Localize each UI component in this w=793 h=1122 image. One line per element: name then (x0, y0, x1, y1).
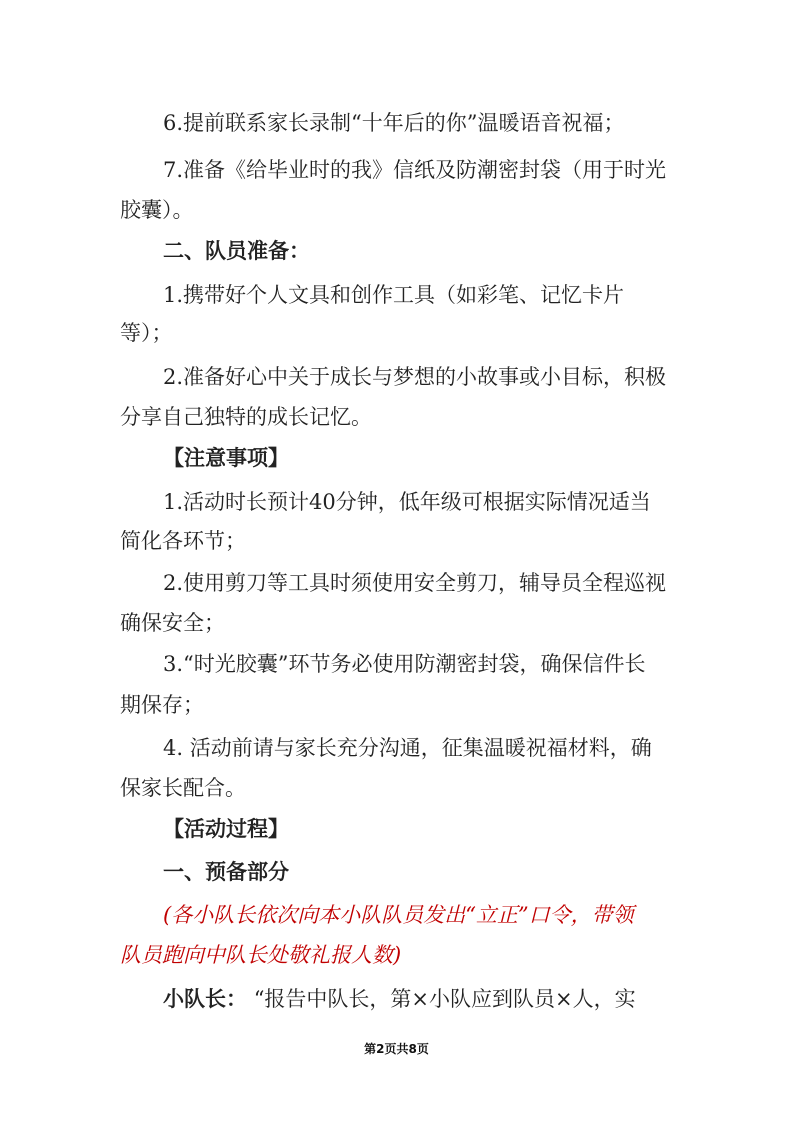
prep-item-7: 7.准备《给毕业时的我》信纸及防潮密封袋（用于时光 (163, 158, 667, 182)
section-heading-notes: 【注意事项】 (163, 446, 289, 470)
speaker-label: 小队长： (163, 987, 247, 1011)
member-item-1-cont: 等）； (120, 321, 173, 345)
speaker-quote: “报告中队长，第×小队应到队员×人，实 (253, 987, 636, 1011)
note-item-3: 3.“时光胶囊”环节务必使用防潮密封袋，确保信件长 (163, 652, 646, 676)
page-footer: 第2页共8页 (364, 1042, 429, 1056)
note-item-4-cont: 保家长配合。 (120, 776, 246, 800)
member-item-1: 1.携带好个人文具和创作工具（如彩笔、记忆卡片 (163, 283, 625, 307)
dialogue-line (163, 984, 636, 1014)
note-item-3-cont: 期保存； (120, 693, 204, 717)
note-item-2-cont: 确保安全； (120, 611, 225, 635)
member-item-2-cont: 分享自己独特的成长记忆。 (120, 405, 372, 429)
note-item-4: 4. 活动前请与家长充分沟通，征集温暖祝福材料，确 (163, 736, 652, 760)
note-item-1: 1.活动时长预计40分钟，低年级可根据实际情况适当 (163, 490, 651, 514)
section-heading-member-prep: 二、队员准备： (163, 239, 310, 263)
stage-direction: (各小队长依次向本小队队员发出“立正”口令，带领 (163, 903, 634, 927)
prep-item-7-cont: 胶囊）。 (120, 198, 194, 222)
note-item-1-cont: 简化各环节； (120, 529, 246, 553)
member-item-2: 2.准备好心中关于成长与梦想的小故事或小目标，积极 (163, 365, 667, 389)
subsection-heading-preparation: 一、预备部分 (163, 860, 289, 884)
section-heading-process: 【活动过程】 (163, 817, 289, 841)
stage-direction-cont: 队员跑向中队长处敬礼报人数) (120, 943, 402, 967)
note-item-2: 2.使用剪刀等工具时须使用安全剪刀，辅导员全程巡视 (163, 571, 667, 595)
prep-item-6: 6.提前联系家长录制“十年后的你”温暖语音祝福； (163, 111, 625, 135)
